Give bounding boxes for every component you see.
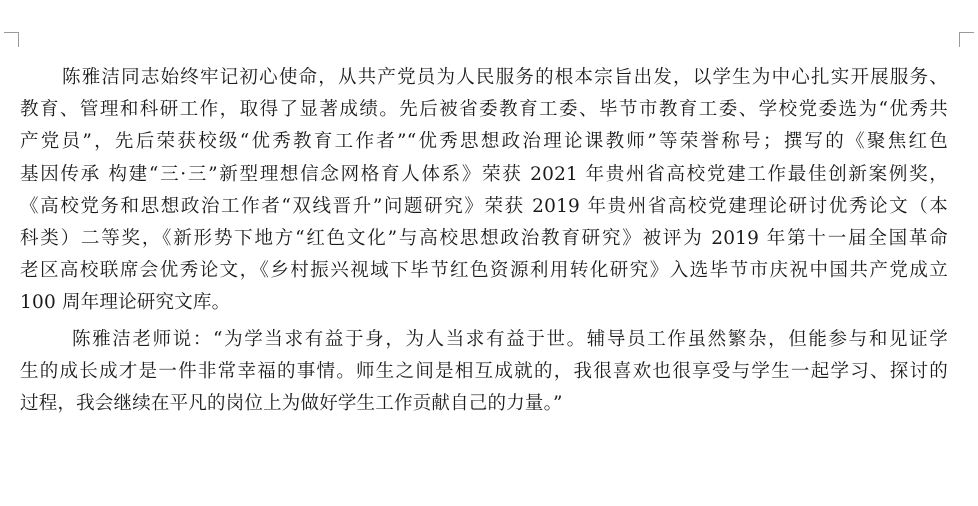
text-line: 过程，我会继续在平凡的岗位上为做好学生工作贡献自己的力量。” bbox=[20, 393, 563, 415]
document-body[interactable] bbox=[20, 62, 948, 420]
text-line: 科类）二等奖，《新形势下地方“红色文化”与高校思想政治教育研究》被评为 2019 年第十一届全国革命 bbox=[20, 228, 948, 250]
text-line: 教育、管理和科研工作，取得了显著成绩。先后被省委教育工委、毕节市教育工委、学校党委选为“优秀共 bbox=[20, 99, 948, 121]
right-margin-crop-mark bbox=[959, 32, 974, 47]
paragraph-achievements[interactable] bbox=[20, 62, 948, 320]
text-line: 老区高校联席会优秀论文，《乡村振兴视域下毕节红色资源利用转化研究》入选毕节市庆祝中国共产党成立 bbox=[20, 260, 948, 282]
text-line: 陈雅洁老师说：“为学当求有益于身，为人当求有益于世。辅导员工作虽然繁杂，但能参与和见证学 bbox=[72, 328, 948, 350]
text-line: 100 周年理论研究文库。 bbox=[20, 292, 231, 314]
text-line: 产党员”，先后荣获校级“优秀教育工作者”“优秀思想政治理论课教师”等荣誉称号；撰写的《聚焦红色 bbox=[20, 131, 948, 153]
left-margin-crop-mark bbox=[4, 32, 19, 47]
text-line: 陈雅洁同志始终牢记初心使命，从共产党员为人民服务的根本宗旨出发，以学生为中心扎实开展服务、 bbox=[62, 67, 948, 88]
paragraph-quote[interactable] bbox=[20, 324, 948, 421]
text-line: 《高校党务和思想政治工作者“双线晋升”问题研究》荣获 2019 年贵州省高校党建理论研讨优秀论文（本 bbox=[20, 195, 948, 217]
text-line: 生的成长成才是一件非常幸福的事情。师生之间是相互成就的，我很喜欢也很享受与学生一起学习、探讨的 bbox=[20, 360, 948, 382]
text-line: 基因传承 构建“三·三”新型理想信念网格育人体系》荣获 2021 年贵州省高校党建工作最佳创新案例奖， bbox=[20, 163, 948, 185]
